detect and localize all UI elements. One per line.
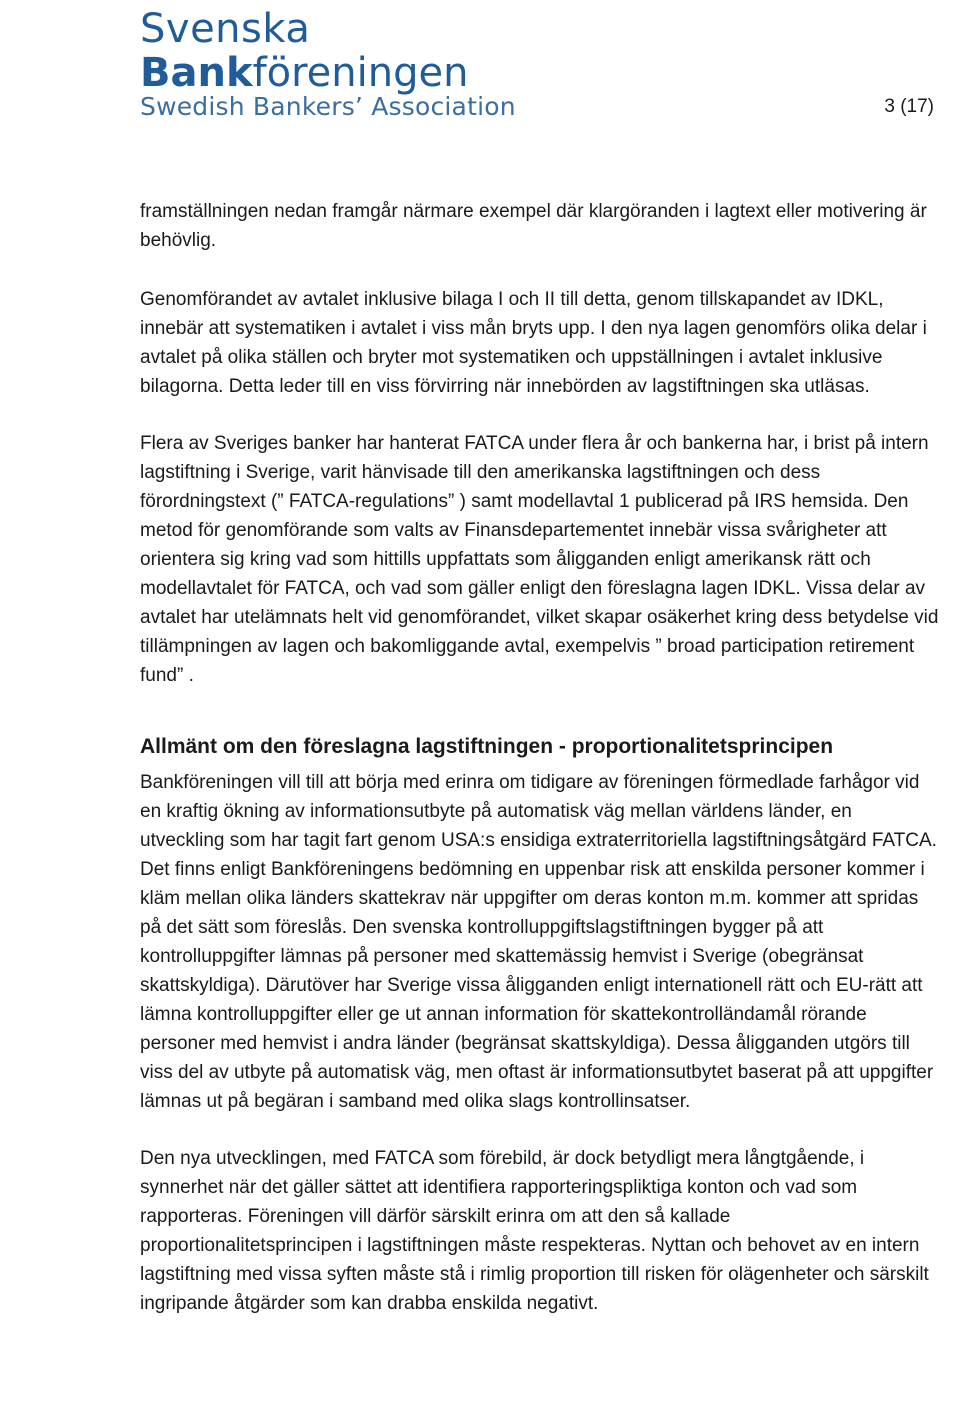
logo-line-bankforeningen (140, 50, 468, 96)
logo-line-english: Swedish Bankers’ Association (140, 92, 516, 121)
paragraph-3: Flera av Sveriges banker har hanterat FATCA under flera år och bankerna har, i brist på intern lagstiftning i Sverige, varit hänvisade till den amerikanska lagstiftningen och dess förordningstext (” FATCA-regulations” ) samt modellavtal 1 publicerad på IRS hemsida. Den metod för genomförande som valts av Finansdepartementet innebär vissa svårigheter att orientera sig kring vad som hittills uppfattats som åligganden enligt amerikansk rätt och modellavtalet för FATCA, och vad som gäller enligt den föreslagna lagen IDKL. Vissa delar av avtalet har utelämnats helt vid genomförandet, vilket skapar osäkerhet kring dess betydelse vid tillämpningen av lagen och bakomliggande avtal, exempelvis ” broad participation retirement fund” . (140, 433, 939, 686)
page-number: 3 (17) (884, 96, 934, 117)
logo-bank-part: Bank (140, 50, 253, 96)
paragraph-2: Genomförandet av avtalet inklusive bilaga I och II till detta, genom tillskapandet av IDKL, innebär att systematiken i avtalet i viss mån bryts upp. I den nya lagen genomförs olika delar i avtalet på olika ställen och bryter mot systematiken och uppställningen i avtalet inklusive bilagorna. Detta leder till en viss förvirring när innebörden av lagstiftningen ska utläsas. (140, 289, 927, 397)
paragraph-1: framställningen nedan framgår närmare exempel där klargöranden i lagtext eller motivering är behövlig. (140, 201, 927, 251)
paragraph-4: Bankföreningen vill till att börja med erinra om tidigare av föreningen förmedlade farhågor vid en kraftig ökning av informationsutbyte på automatisk väg mellan världens länder, en utveckling som har tagit fart genom USA:s ensidiga extraterritoriella lagstiftningsåtgärd FATCA. Det finns enligt Bankföreningens bedömning en uppenbar risk att enskilda personer kommer i kläm mellan olika länders skattekrav när uppgifter om deras konton m.m. kommer att spridas på det sätt som föreslås. Den svenska kontrolluppgiftslagstiftningen bygger på att kontrolluppgifter lämnas på personer med skattemässig hemvist i Sverige (obegränsat skattskyldiga). Därutöver har Sverige vissa åligganden enligt internationell rätt och EU-rätt att lämna kontrolluppgifter eller ge ut annan information för skattekontrolländamål rörande personer med hemvist i andra länder (begränsat skattskyldiga). Dessa åligganden utgörs till viss del av utbyte på automatisk väg, men oftast är informationsutbytet baserat på att uppgifter lämnas ut på begäran i samband med olika slags kontrollinsatser. (140, 772, 937, 1112)
document-body (140, 197, 940, 1318)
logo-foreningen-part: föreningen (252, 50, 469, 96)
association-logo (0, 0, 516, 125)
logo-line-svenska: Svenska (140, 6, 311, 52)
section-heading: Allmänt om den föreslagna lagstiftningen - proportionalitetsprincipen (140, 735, 834, 758)
paragraph-5: Den nya utvecklingen, med FATCA som förebild, är dock betydligt mera långtgående, i synnerhet när det gäller sättet att identifiera rapporteringspliktiga konton och vad som rapporteras. Föreningen vill därför särskilt erinra om att den så kallade proportionalitetsprincipen i lagstiftningen måste respekteras. Nyttan och behovet av en intern lagstiftning med vissa syften måste stå i rimlig proportion till risken för olägenheter och särskilt ingripande åtgärder som kan drabba enskilda negativt. (140, 1148, 929, 1314)
